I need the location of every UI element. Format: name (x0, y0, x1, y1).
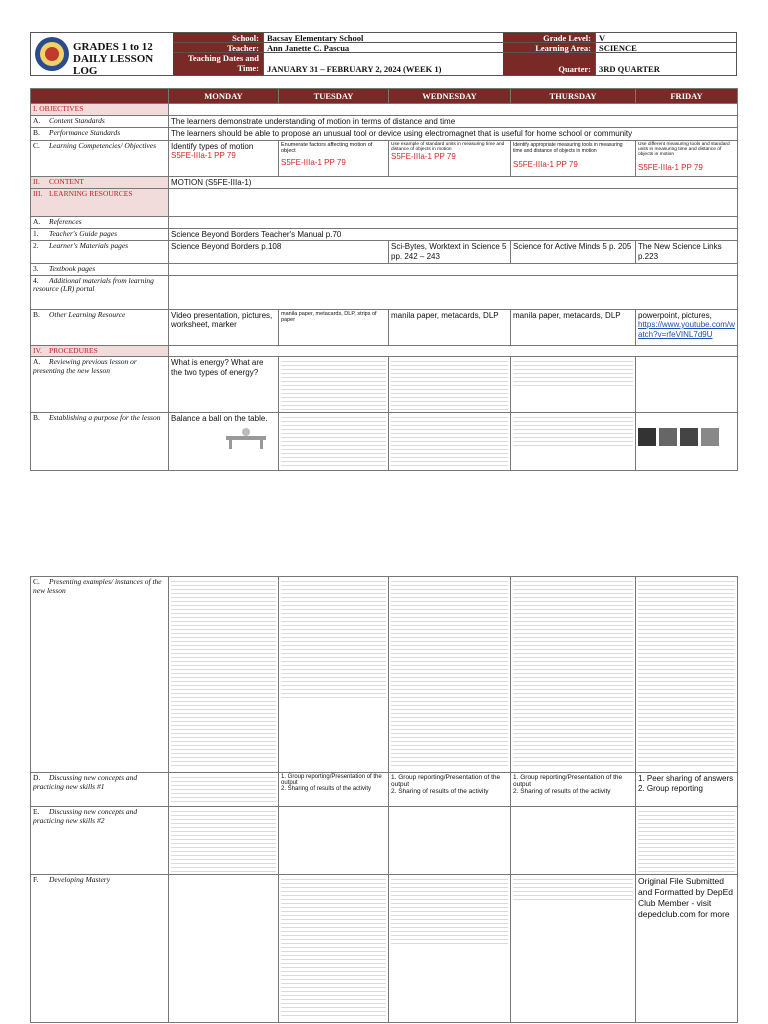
review-wednesday-thumb (389, 357, 511, 413)
other-resource-label: B. Other Learning Resource (31, 309, 169, 345)
quarter-value: 3RD QUARTER (595, 53, 736, 75)
competency-friday: Use different measuring tools and standard units in measuring time and distance of objects in motion S5FE-IIIa-1 PP 79 (636, 140, 738, 176)
review-tuesday-thumb (279, 357, 389, 413)
form-title (73, 33, 173, 75)
title-line2: DAILY LESSON LOG (73, 53, 154, 77)
other-monday: Video presentation, pictures, worksheet, marker (169, 309, 279, 345)
review-label: A. Reviewing previous lesson or presenting the new lesson (31, 357, 169, 413)
purpose-wednesday-thumb (389, 413, 511, 471)
title-line1: GRADES 1 to 12 (73, 41, 153, 53)
tg-label: 1. Teacher's Guide pages (31, 228, 169, 241)
purpose-friday-images (636, 413, 738, 471)
purpose-monday: Balance a ball on the table. (169, 413, 279, 471)
other-friday: powerpoint, pictures, https://www.youtube.com/watch?v=rfeVINL7d9U (636, 309, 738, 345)
day-wednesday: WEDNESDAY (389, 89, 511, 104)
lm-friday: The New Science Links p.223 (636, 241, 738, 264)
purpose-label: B. Establishing a purpose for the lesson (31, 413, 169, 471)
discuss2-monday-thumb (169, 807, 279, 875)
mastery-label: F. Developing Mastery (31, 875, 169, 1023)
teacher-label: Teacher: (173, 43, 263, 53)
mastery-friday-note: Original File Submitted and Formatted by DepEd Club Member - visit depedclub.com for more (636, 875, 738, 1023)
teacher-value: Ann Janette C. Pascua (263, 43, 503, 53)
area-label: Learning Area: (503, 43, 595, 53)
discuss1-wednesday: 1. Group reporting/Presentation of the output 2. Sharing of results of the activity (389, 773, 511, 807)
other-thursday: manila paper, metacards, DLP (511, 309, 636, 345)
performance-standards-value: The learners should be able to propose an unusual tool or device using electromagnet that is useful for home school or community (169, 128, 738, 141)
lm-label: 2. Learner's Materials pages (31, 241, 169, 264)
mastery-wednesday-thumb (389, 875, 511, 1023)
mastery-tuesday-thumb (279, 875, 389, 1023)
competencies-label: C. Learning Competencies/ Objectives (31, 140, 169, 176)
day-monday: MONDAY (169, 89, 279, 104)
presenting-thursday-thumb (511, 577, 636, 773)
presenting-tuesday-thumb (279, 577, 389, 773)
area-value: SCIENCE (595, 43, 736, 53)
tg-value: Science Beyond Borders Teacher's Manual p.70 (169, 228, 738, 241)
references-label: A. References (31, 217, 169, 229)
additional-label: 4. Additional materials from learning resource (LR) portal (31, 275, 169, 309)
discuss1-friday: 1. Peer sharing of answers 2. Group reporting (636, 773, 738, 807)
discuss1-monday-thumb (169, 773, 279, 807)
day-tuesday: TUESDAY (279, 89, 389, 104)
discuss1-thursday: 1. Group reporting/Presentation of the output 2. Sharing of results of the activity (511, 773, 636, 807)
presenting-label: C. Presenting examples/ instances of the new lesson (31, 577, 169, 773)
grade-label: Grade Level: (503, 33, 595, 43)
lm-monday: Science Beyond Borders p.108 (169, 241, 389, 264)
lm-thursday: Science for Active Minds 5 p. 205 (511, 241, 636, 264)
presenting-wednesday-thumb (389, 577, 511, 773)
purpose-tuesday-thumb (279, 413, 389, 471)
review-monday: What is energy? What are the two types of energy? (169, 357, 279, 413)
procedures-heading: IV. PROCEDURES (31, 345, 169, 357)
objectives-heading: I. OBJECTIVES (31, 104, 169, 116)
textbook-label: 3. Textbook pages (31, 264, 169, 276)
resources-heading: III. LEARNING RESOURCES (31, 189, 169, 217)
lesson-table-page1 (30, 88, 738, 471)
performance-standards-label: B. Performance Standards (31, 128, 169, 141)
other-tuesday: manila paper, metacards, DLP, strips of paper (279, 309, 389, 345)
content-heading: II. CONTENT (31, 176, 169, 189)
purpose-thursday-thumb (511, 413, 636, 471)
ball-table-illustration (171, 424, 271, 450)
lesson-table-page2 (30, 576, 738, 1023)
review-thursday-thumb (511, 357, 636, 413)
discuss1-tuesday: 1. Group reporting/Presentation of the output 2. Sharing of results of the activity (279, 773, 389, 807)
dates-value: JANUARY 31 – FEBRUARY 2, 2024 (WEEK 1) (263, 53, 503, 75)
content-standards-value: The learners demonstrate understanding of motion in terms of distance and time (169, 115, 738, 128)
school-value: Bacsay Elementary School (263, 33, 503, 43)
other-wednesday: manila paper, metacards, DLP (389, 309, 511, 345)
discuss1-label: D. Discussing new concepts and practicing new skills #1 (31, 773, 169, 807)
dates-label: Teaching Dates and Time: (173, 53, 263, 75)
presenting-monday-thumb (169, 577, 279, 773)
day-thursday: THURSDAY (511, 89, 636, 104)
quarter-label: Quarter: (503, 53, 595, 75)
competency-monday: Identify types of motion S5FE-IIIa-1 PP 79 (169, 140, 279, 176)
lm-wednesday: Sci-Bytes, Worktext in Science 5 pp. 242 – 243 (389, 241, 511, 264)
header-block (30, 32, 737, 76)
discuss2-friday-thumb (636, 807, 738, 875)
discuss2-label: E. Discussing new concepts and practicing new skills #2 (31, 807, 169, 875)
competency-wednesday: Use example of standard units in measuring time and distance of objects in motion S5FE-IIIa-1 PP 79 (389, 140, 511, 176)
youtube-link[interactable]: https://www.youtube.com/watch?v=rfeVINL7d9U (638, 320, 735, 339)
day-friday: FRIDAY (636, 89, 738, 104)
competency-thursday: Identify appropriate measuring tools in measuring time and distance of objects in motion S5FE-IIIa-1 PP 79 (511, 140, 636, 176)
school-label: School: (173, 33, 263, 43)
presenting-friday-thumb (636, 577, 738, 773)
grade-value: V (595, 33, 736, 43)
deped-seal-logo (31, 33, 73, 75)
competency-tuesday: Enumerate factors affecting motion of object S5FE-IIIa-1 PP 79 (279, 140, 389, 176)
content-value: MOTION (S5FE-IIIa-1) (169, 176, 738, 189)
mastery-thursday-thumb (511, 875, 636, 1023)
day-header-row (31, 89, 738, 104)
content-standards-label: A. Content Standards (31, 115, 169, 128)
